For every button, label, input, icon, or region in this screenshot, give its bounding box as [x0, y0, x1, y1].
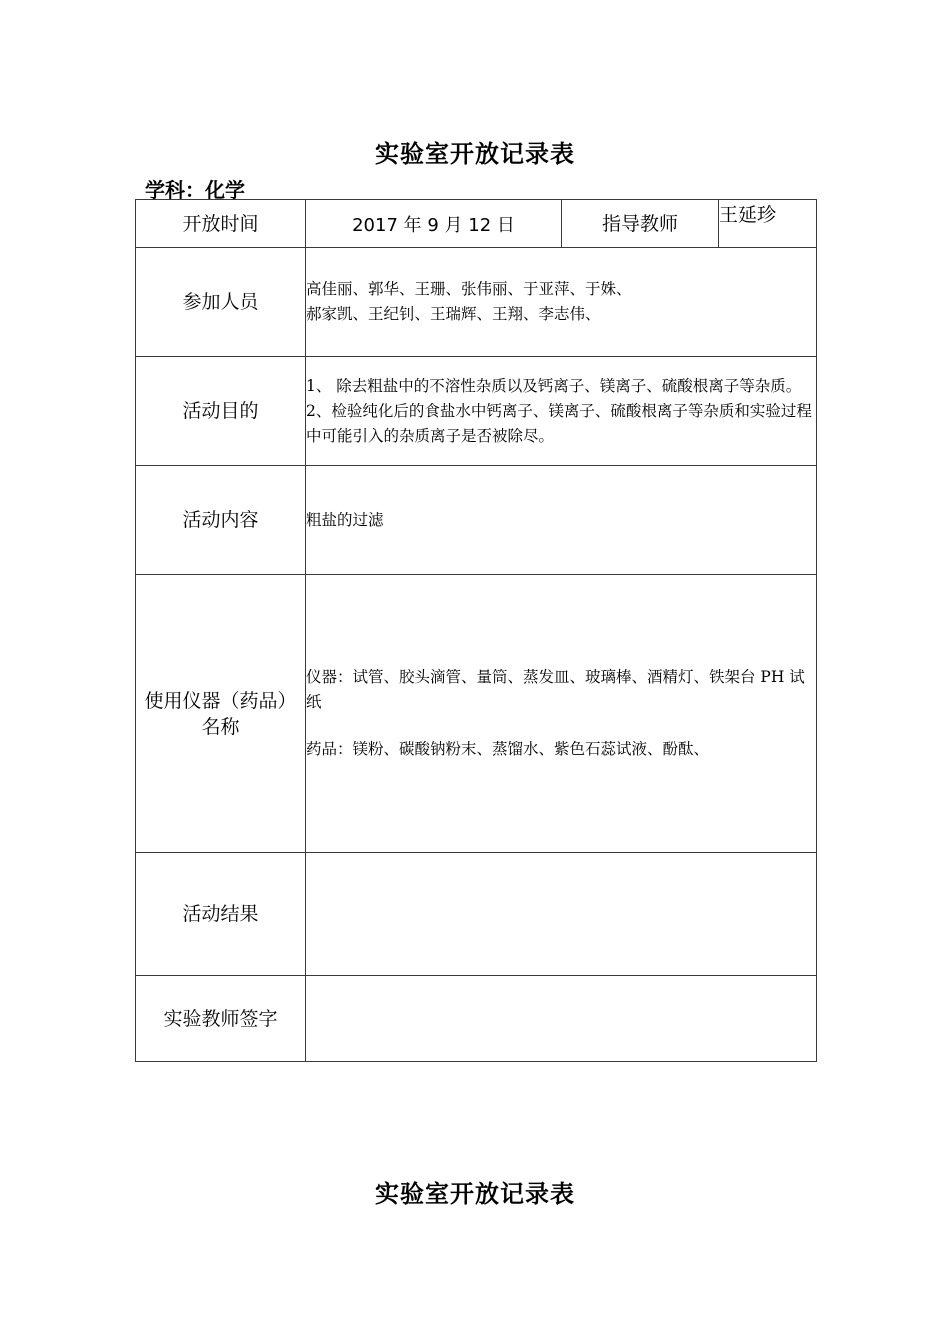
- open-time-row: [136, 200, 817, 248]
- instruments-label: 使用仪器（药品）名称: [136, 575, 306, 853]
- signature-value: [306, 976, 817, 1062]
- result-label: 活动结果: [136, 853, 306, 976]
- participants-line-1: 高佳丽、郭华、王珊、张伟丽、于亚萍、于姝、: [306, 280, 632, 298]
- purpose-row: [136, 357, 817, 466]
- purpose-cell: [306, 357, 817, 466]
- participants-label: 参加人员: [136, 248, 306, 357]
- instruments-cell: [306, 575, 817, 853]
- signature-label: 实验教师签字: [136, 976, 306, 1062]
- open-time-value: 2017 年 9 月 12 日: [306, 200, 562, 248]
- next-page-title: 实验室开放记录表: [375, 1180, 575, 1208]
- content-label: 活动内容: [136, 466, 306, 575]
- instruments-value: 仪器：试管、胶头滴管、量筒、蒸发皿、玻璃棒、酒精灯、铁架台 PH 试纸: [306, 668, 805, 711]
- result-value: [306, 853, 817, 976]
- content-value: 粗盐的过滤: [306, 466, 817, 575]
- subject-label: 学科：化学: [145, 178, 245, 202]
- spacer: [306, 715, 816, 737]
- open-time-label: 开放时间: [136, 200, 306, 248]
- participants-row: [136, 248, 817, 357]
- record-table: [135, 199, 817, 1062]
- page-title: 实验室开放记录表: [375, 140, 575, 168]
- signature-row: [136, 976, 817, 1062]
- teacher-label: 指导教师: [562, 200, 719, 248]
- purpose-item-1: 1、 除去粗盐中的不溶性杂质以及钙离子、镁离子、硫酸根离子等杂质。: [306, 376, 802, 395]
- purpose-label: 活动目的: [136, 357, 306, 466]
- reagents-value: 药品：镁粉、碳酸钠粉末、蒸馏水、紫色石蕊试液、酚酞、: [306, 740, 710, 758]
- participants-line-2: 郝家凯、王纪钊、王瑞辉、王翔、李志伟、: [306, 305, 601, 323]
- participants-cell: [306, 248, 817, 357]
- teacher-value: 王延珍: [719, 200, 817, 248]
- instruments-row: [136, 575, 817, 853]
- result-row: [136, 853, 817, 976]
- purpose-item-2: 2、检验纯化后的食盐水中钙离子、镁离子、硫酸根离子等杂质和实验过程中可能引入的杂质离子是否被除尽。: [306, 401, 812, 445]
- content-row: [136, 466, 817, 575]
